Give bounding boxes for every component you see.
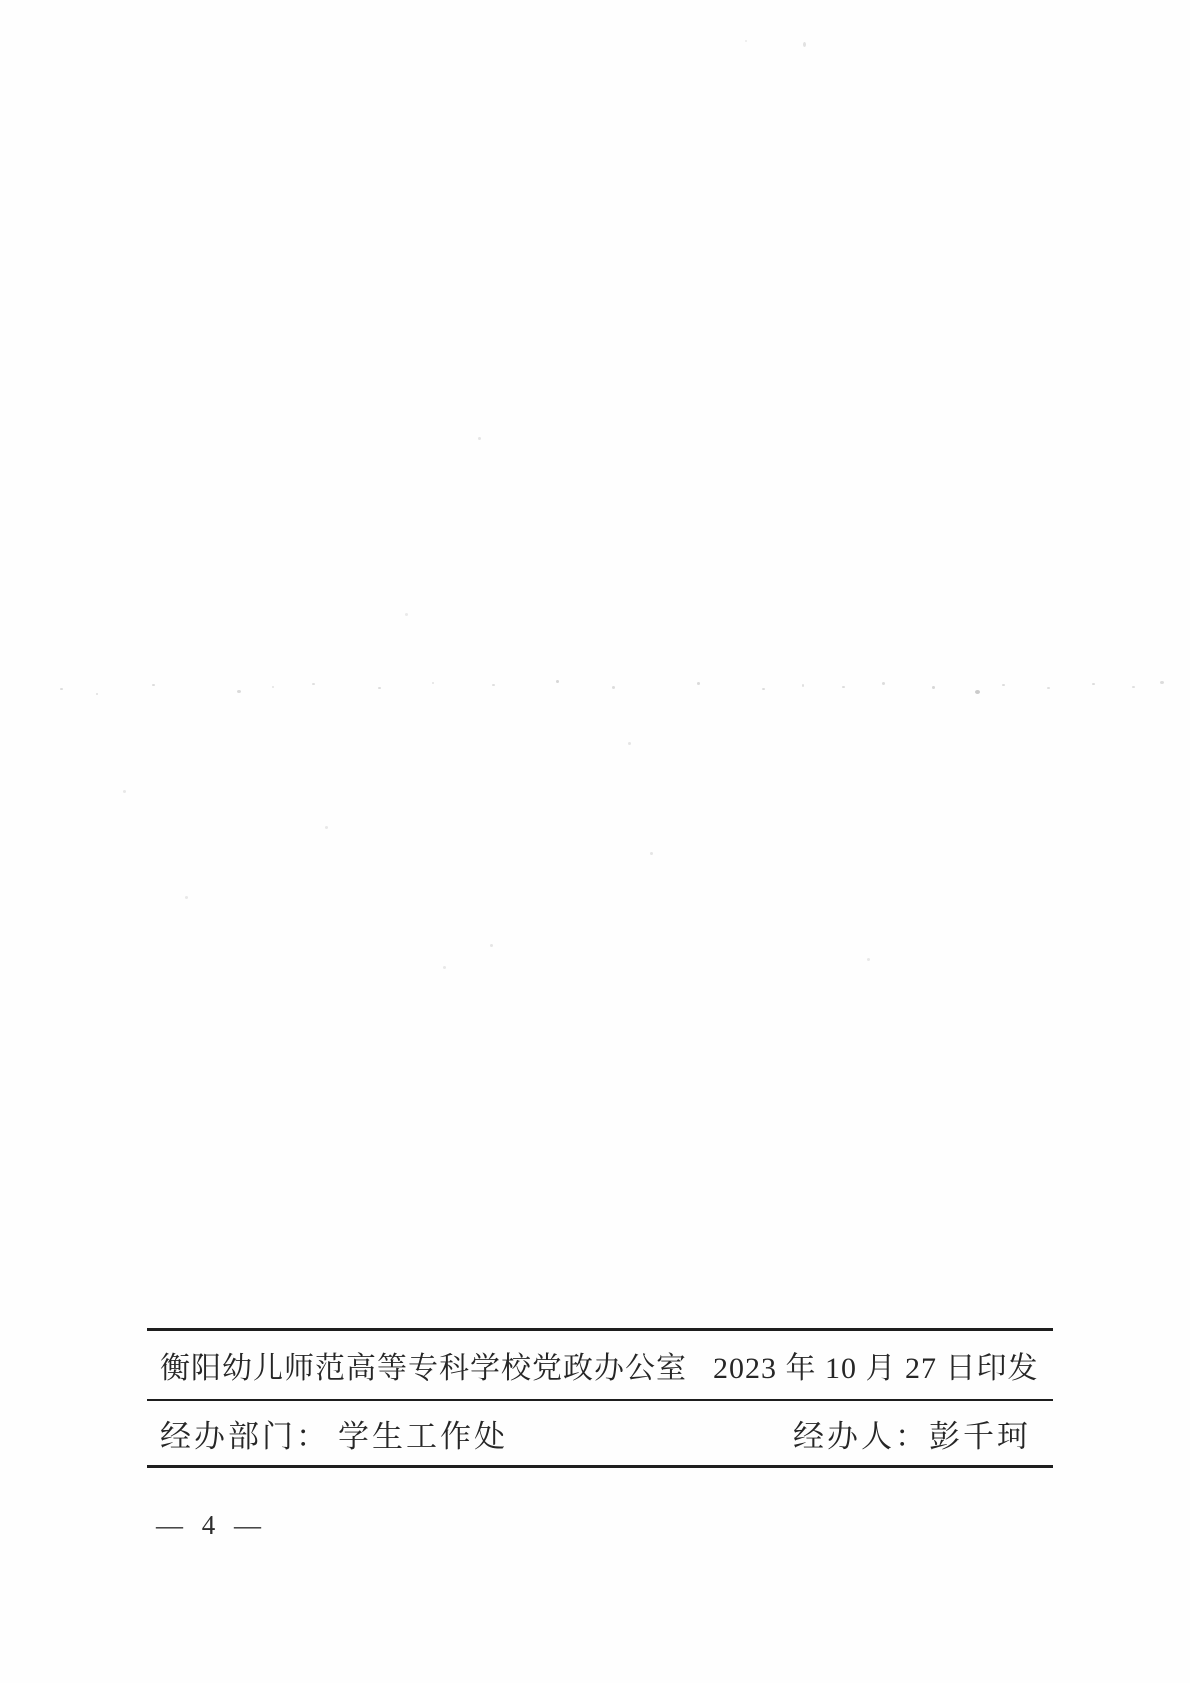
scan-noise-speck [443, 966, 446, 969]
scan-noise-speck [96, 693, 98, 695]
scan-noise-speck [1132, 686, 1135, 688]
handling-department-label: 经办部门： [160, 1418, 330, 1454]
scan-noise-speck [123, 790, 126, 793]
scan-noise-speck [650, 852, 653, 855]
scan-noise-speck [152, 684, 155, 686]
scan-noise-speck [628, 742, 631, 745]
scan-noise-speck [185, 896, 188, 899]
scan-noise-speck [867, 958, 870, 961]
scan-noise-speck [697, 682, 700, 685]
scan-noise-speck [492, 684, 495, 686]
scan-noise-speck [1092, 683, 1095, 685]
scan-noise-speck [478, 437, 481, 440]
scan-noise-speck [802, 684, 804, 687]
colophon-bottom-rule [147, 1465, 1053, 1468]
scan-noise-speck [762, 688, 765, 690]
scan-noise-speck [556, 680, 559, 683]
scan-noise-speck [405, 613, 408, 616]
page-number: — 4 — [156, 1510, 267, 1540]
colophon-issuer-row [147, 1331, 1053, 1399]
scan-noise-speck [272, 686, 274, 688]
scan-noise-speck [432, 682, 434, 684]
scan-noise-speck [312, 683, 315, 685]
handling-department [160, 1411, 508, 1456]
scan-noise-speck [378, 687, 381, 689]
scan-noise-speck [745, 40, 747, 42]
scan-noise-speck [1047, 687, 1050, 689]
issuing-office: 衡阳幼儿师范高等专科学校党政办公室 [160, 1352, 687, 1385]
handler-value: 彭千珂 [929, 1418, 1031, 1454]
handling-department-value: 学生工作处 [338, 1418, 508, 1454]
scan-noise-speck [237, 690, 241, 693]
scan-noise-speck [1160, 681, 1164, 684]
scan-noise-speck [882, 682, 885, 685]
colophon-handler-row [147, 1401, 1053, 1465]
handler-label: 经办人： [793, 1418, 929, 1454]
scan-noise-speck [612, 686, 615, 689]
scan-noise-speck [842, 686, 845, 688]
scan-noise-speck [325, 826, 328, 829]
scan-noise-speck [1002, 684, 1005, 686]
scan-noise-speck [975, 690, 980, 694]
handler-person [793, 1411, 1031, 1456]
issue-date: 2023 年 10 月 27 日印发 [713, 1352, 1039, 1385]
scan-noise-speck [803, 42, 806, 47]
scan-noise-speck [60, 688, 63, 690]
colophon-block [147, 1328, 1053, 1468]
scan-noise-speck [932, 686, 935, 689]
scan-noise-speck [490, 944, 493, 947]
